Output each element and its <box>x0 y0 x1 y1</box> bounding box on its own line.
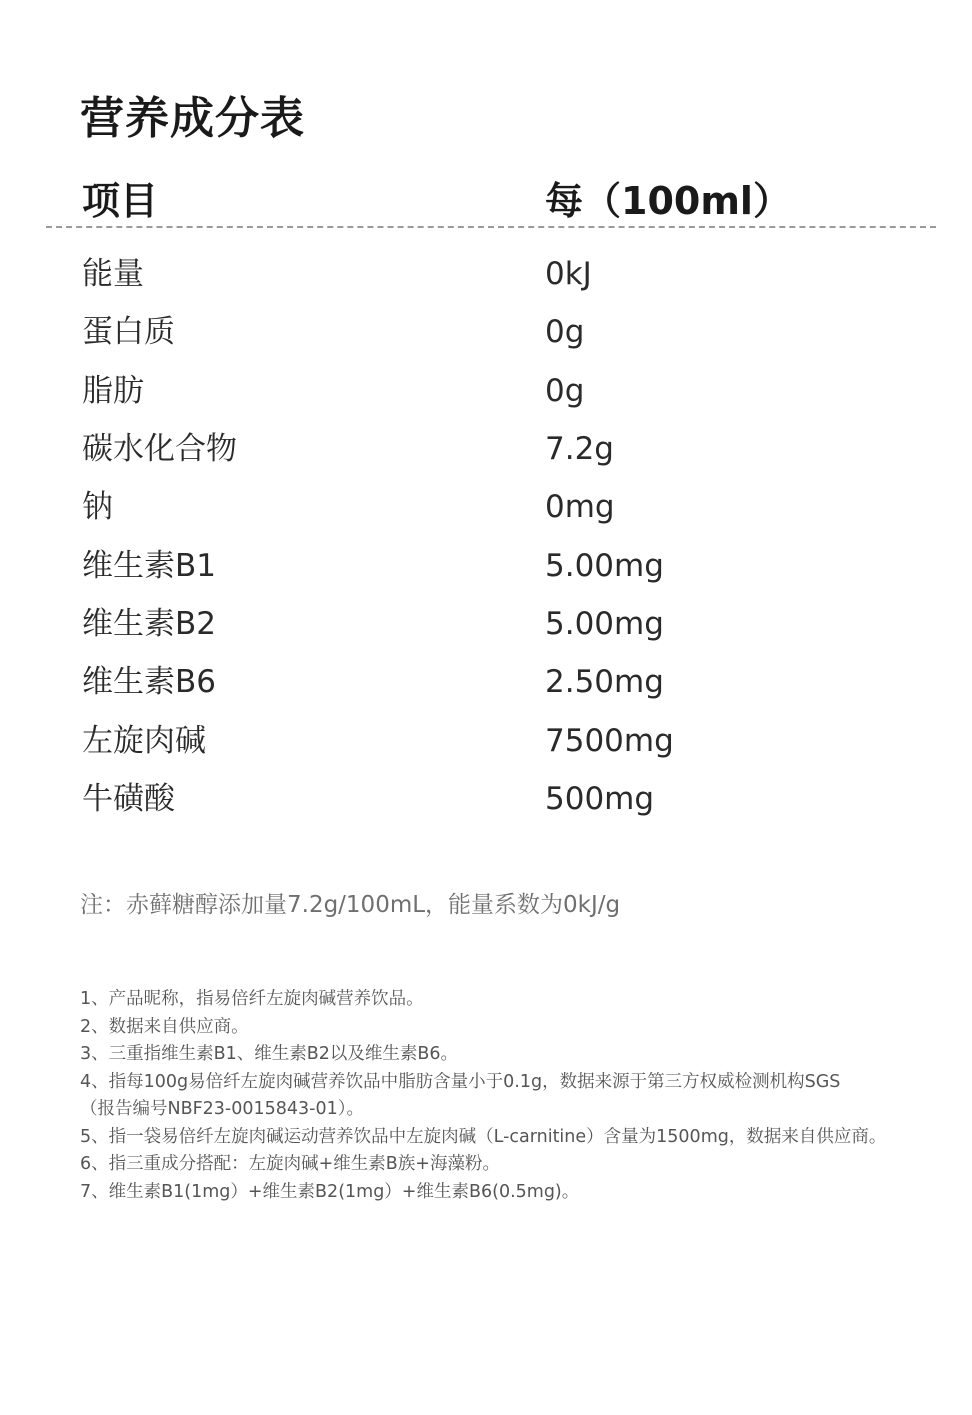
nutrient-value: 500mg <box>545 781 655 817</box>
table-row <box>0 254 972 312</box>
erythritol-note: 注：赤藓糖醇添加量7.2g/100mL，能量系数为0kJ/g <box>80 892 621 918</box>
table-row <box>0 604 972 662</box>
table-row <box>0 429 972 487</box>
nutrient-name: 左旋肉碱 <box>82 723 206 759</box>
nutrient-value: 0mg <box>545 489 615 525</box>
footnote-item: 2、数据来自供应商。 <box>80 1016 249 1037</box>
footnote-item: 1、产品昵称，指易倍纤左旋肉碱营养饮品。 <box>80 989 424 1009</box>
nutrient-name: 维生素B6 <box>82 664 216 700</box>
nutrient-name: 碳水化合物 <box>82 431 237 467</box>
nutrient-name: 脂肪 <box>82 373 144 409</box>
footnote-item: （报告编号NBF23-0015843-01）。 <box>80 1099 365 1119</box>
nutrient-value: 2.50mg <box>545 664 664 700</box>
footnote-item: 4、指每100g易倍纤左旋肉碱营养饮品中脂肪含量小于0.1g，数据来源于第三方权威检测机构SGS <box>80 1071 841 1092</box>
table-row <box>0 312 972 370</box>
table-row <box>0 662 972 720</box>
nutrient-name: 维生素B1 <box>82 548 216 584</box>
page-title: 营养成分表 <box>80 93 305 144</box>
nutrient-name: 牛磺酸 <box>82 781 175 817</box>
footnote-item: 5、指一袋易倍纤左旋肉碱运动营养饮品中左旋肉碱（L-carnitine）含量为1500mg，数据来自供应商。 <box>80 1126 887 1147</box>
nutrient-value: 0g <box>545 314 585 350</box>
table-row <box>0 546 972 604</box>
footnote-item: 3、三重指维生素B1、维生素B2以及维生素B6。 <box>80 1044 459 1064</box>
nutrient-value: 7.2g <box>545 431 614 467</box>
nutrient-value: 5.00mg <box>545 606 664 642</box>
table-row <box>0 779 972 837</box>
nutrient-name: 能量 <box>82 256 144 292</box>
column-header-per-100ml: 每（100ml） <box>545 179 791 223</box>
nutrient-value: 7500mg <box>545 723 674 759</box>
nutrient-value: 0g <box>545 373 585 409</box>
nutrient-name: 钠 <box>82 489 113 525</box>
table-row <box>0 721 972 779</box>
column-header-item: 项目 <box>82 179 159 223</box>
footnotes-list <box>80 986 965 1206</box>
nutrient-value: 5.00mg <box>545 548 664 584</box>
footnote-item: 6、指三重成分搭配：左旋肉碱+维生素B族+海藻粉。 <box>80 1154 500 1174</box>
dashed-divider <box>46 226 936 228</box>
table-row <box>0 487 972 545</box>
table-row <box>0 371 972 429</box>
nutrient-name: 维生素B2 <box>82 606 216 642</box>
footnote-item: 7、维生素B1(1mg）+维生素B2(1mg）+维生素B6(0.5mg)。 <box>80 1181 580 1202</box>
nutrient-name: 蛋白质 <box>82 314 175 350</box>
nutrient-value: 0kJ <box>545 256 592 292</box>
